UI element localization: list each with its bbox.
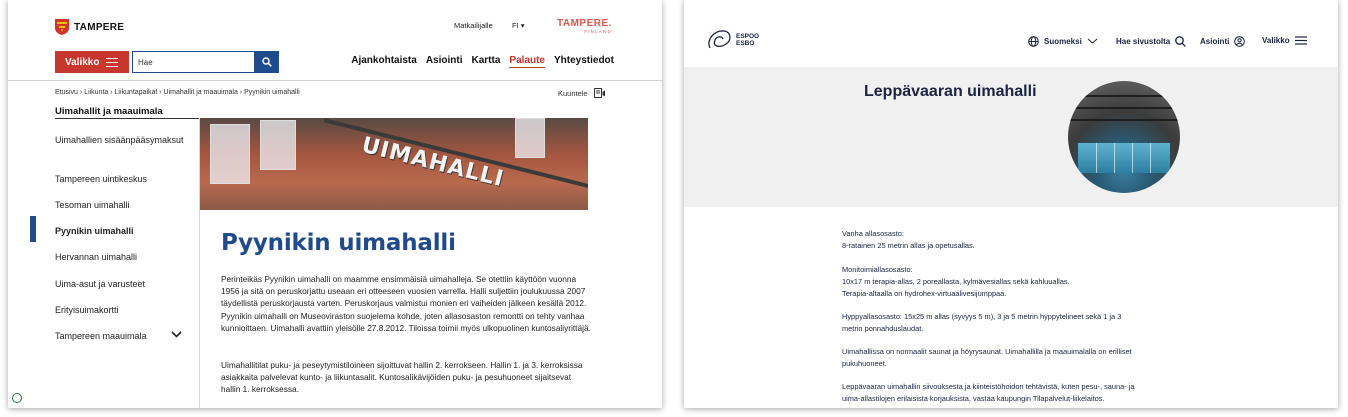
- sidebar-item-swimwear[interactable]: Uima-asut ja varusteet: [55, 279, 146, 289]
- diving-pool-info: [842, 311, 1172, 335]
- sauna-info: [842, 346, 1172, 370]
- hamburger-icon: [1295, 36, 1307, 45]
- sidebar-item-swimming-centre[interactable]: Tampereen uintikeskus: [55, 174, 148, 184]
- multipurpose-pool-info: [842, 264, 1172, 300]
- service-button[interactable]: [1200, 36, 1245, 47]
- text-line: uima-allastilojen erilaisista korjauksista, vastaa kaupungin Tilapalvelut-liikelaitos.: [842, 394, 1105, 403]
- breadcrumb[interactable]: Etusivu › Liikunta › Liikuntapaikat › Uimahallit ja maauimala › Pyynikin uimahalli: [55, 89, 300, 96]
- search-icon: [262, 57, 272, 67]
- nav-news[interactable]: Ajankohtaista: [351, 55, 417, 66]
- sidebar-item-hervanta[interactable]: Hervannan uimahalli: [55, 252, 138, 262]
- search-button[interactable]: [254, 51, 279, 73]
- menu-button[interactable]: [1262, 36, 1307, 45]
- sidebar-item-tesoma[interactable]: Tesoman uimahalli: [55, 200, 130, 210]
- chevron-down-icon[interactable]: [171, 331, 182, 338]
- text-line: Vanha allasosasto:: [842, 229, 904, 238]
- text-line: pukuhuoneet.: [842, 359, 887, 368]
- logo-line-fi: ESPOO: [736, 33, 760, 40]
- hero-image: [200, 118, 588, 210]
- listen-label: Kuuntele: [558, 89, 588, 98]
- espoo-swirl-icon: [706, 28, 734, 52]
- tampere-crest-icon: [55, 19, 69, 35]
- speaker-icon: [594, 88, 606, 99]
- facilities-paragraph: Uimahallitilat puku- ja peseytymistiloineen sijoittuvat hallin 2. kerrokseen. Hallin 1. ja 3. kerroksissa asiakkaita palvelevat kunto- ja liikuntasalit. Kuntosalikävijöiden puku- ja pesuhuoneet sijaitsevat hallin 1. kerroksessa.: [221, 360, 583, 395]
- hero-window: [260, 120, 296, 170]
- page-title: Leppävaaran uimahalli: [864, 83, 1037, 100]
- sidebar-item-special-card[interactable]: Erityisuimakortti: [55, 305, 119, 315]
- nav-map[interactable]: Kartta: [471, 55, 501, 66]
- menu-label: Valikko: [1262, 36, 1290, 45]
- text-line: Terapia-altaalla on hydrohex-virtuaalivesijumppaa.: [842, 289, 1007, 298]
- pool-photo: [1068, 81, 1180, 193]
- text-line: 10x17 m terapia-allas, 2 poreallasta, kylmävesiallas sekä kahluuallas.: [842, 277, 1070, 286]
- sidebar-item-outdoor-pool[interactable]: Tampereen maauimala: [55, 331, 147, 341]
- sidebar-item-prices[interactable]: Uimahallien sisäänpääsymaksut: [55, 135, 184, 145]
- hero-window: [515, 118, 545, 158]
- brand-sub: FINLAND: [584, 29, 612, 34]
- hero-window: [210, 124, 250, 184]
- logo-line-sv: ESBO: [736, 40, 755, 47]
- text-line: Leppävaaran uimahallin siivouksesta ja kiinteistöhoidon tehtävistä, kuten pesu-, sauna- ja: [842, 382, 1135, 391]
- user-circle-icon: [1234, 36, 1245, 47]
- espoo-page: [684, 0, 1338, 408]
- nav-feedback[interactable]: Palaute: [509, 55, 545, 66]
- text-line: Uimahallissa on normaalit saunat ja höyrysaunat. Uimahallilla ja maauimalalla on erilliset: [842, 347, 1132, 356]
- logo-text: TAMPERE: [74, 21, 125, 33]
- text-line: Hyppyallasosasto: 15x25 m allas (syvyys 5 m), 3 ja 5 metrin hyppytelineet sekä 1 ja 3: [842, 312, 1122, 321]
- hamburger-icon: [106, 58, 118, 67]
- header-divider: [8, 80, 662, 81]
- text-line: metrin ponnahduslaudat.: [842, 324, 924, 333]
- maintenance-info: [842, 381, 1172, 405]
- site-search-button[interactable]: [1116, 36, 1186, 47]
- text-line: 8-ratainen 25 metrin allas ja opetusallas.: [842, 241, 975, 250]
- language-select[interactable]: FI ▾: [512, 21, 525, 30]
- service-label: Asiointi: [1200, 37, 1230, 46]
- espoo-logo[interactable]: [706, 28, 759, 52]
- search-label: Hae sivustolta: [1116, 37, 1171, 46]
- language-button[interactable]: [1028, 36, 1098, 47]
- sidebar-item-pyynikki[interactable]: Pyynikin uimahalli: [55, 226, 134, 236]
- search-input[interactable]: [132, 51, 255, 73]
- old-pool-info: [842, 228, 1172, 252]
- tampere-finland-brand[interactable]: [557, 18, 612, 34]
- tampere-logo[interactable]: [55, 19, 124, 35]
- language-label: Suomeksi: [1044, 37, 1082, 46]
- brand-main: TAMPERE.: [557, 18, 612, 29]
- nav-services[interactable]: Asiointi: [425, 55, 463, 66]
- active-item-marker: [30, 216, 36, 242]
- tourist-link[interactable]: Matkailijalle: [454, 21, 493, 30]
- menu-button[interactable]: [55, 51, 129, 73]
- nav-contacts[interactable]: Yhteystiedot: [553, 55, 614, 66]
- globe-icon: [1028, 36, 1039, 47]
- main-nav: [351, 55, 614, 68]
- page-title: Pyynikin uimahalli: [221, 230, 456, 256]
- menu-label: Valikko: [65, 56, 100, 68]
- text-line: Monitoimiallasosasto:: [842, 265, 913, 274]
- hero-sign-text: UIMAHALLI: [359, 132, 507, 193]
- listen-button[interactable]: [558, 88, 606, 99]
- sidebar-title[interactable]: Uimahallit ja maauimala: [55, 106, 163, 117]
- tampere-page: [8, 0, 662, 408]
- search-icon: [1175, 36, 1186, 47]
- sidebar-title-underline: [55, 118, 200, 119]
- intro-paragraph: Perinteikäs Pyynikin uimahalli on maamme ensimmäisiä uimahalleja. Se otettiin käyttöön vuonna 1956 ja sitä on peruskorjattu useaan eri otteeseen vuosien varrella. Halli suljettiin joulukuussa 2007 täydellistä peruskorjausta varten. Peruskorjaus valmistui monien eri vaiheiden jälkeen kesällä 2012. Pyynikin uimahalli on Museoviraston suojelema kohde, joten allasosaston remontti on tehty vanhaa kunnioittaen. Uimahalli avattiin yleisölle 27.8.2012. Tiloissa toimii myös ulkopuolinen kuntosaliyrittäjä.: [221, 274, 591, 333]
- chevron-down-icon: [1087, 38, 1098, 45]
- accessibility-icon[interactable]: [12, 393, 22, 403]
